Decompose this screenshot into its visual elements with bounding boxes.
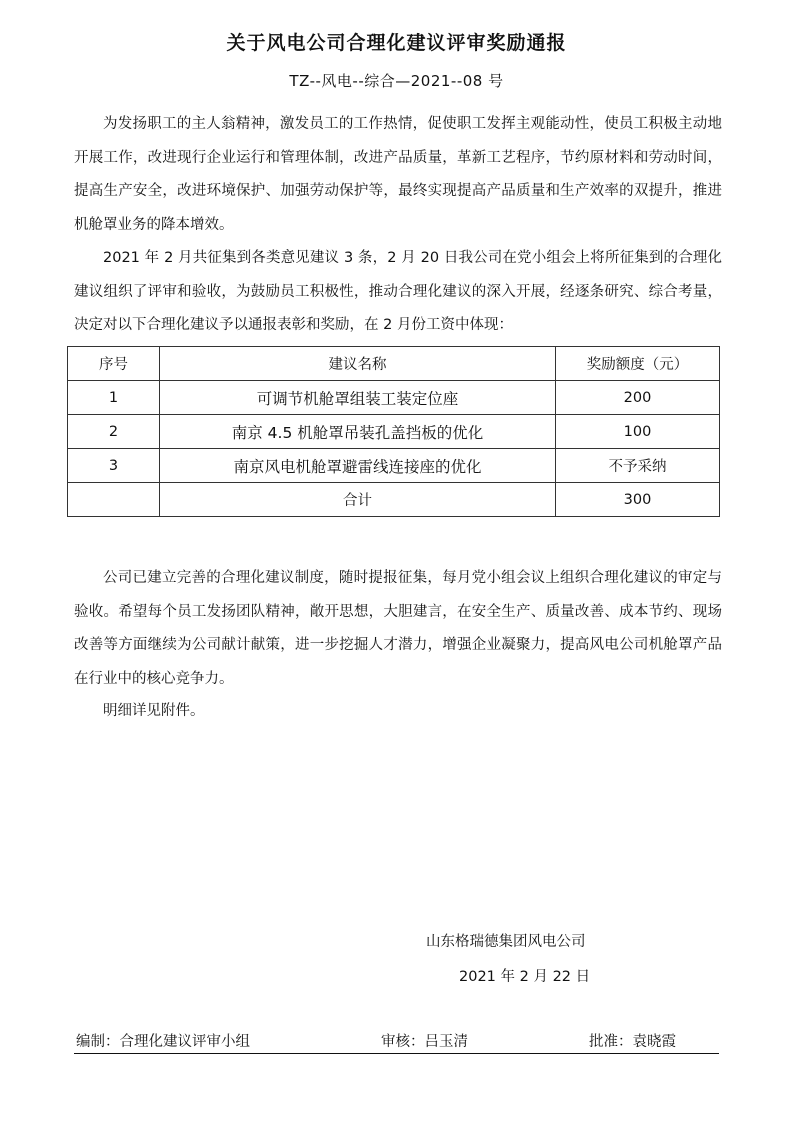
- row-no: 1: [68, 381, 160, 415]
- row-name: 南京 4.5 机舱罩吊装孔盖挡板的优化: [160, 415, 556, 449]
- row-amount: 100: [556, 415, 720, 449]
- table-row: [68, 381, 720, 415]
- row-name: 可调节机舱罩组装工装定位座: [160, 381, 556, 415]
- row-amount: 不予采纳: [556, 449, 720, 483]
- total-amount: 300: [556, 483, 720, 517]
- total-no-cell: [68, 483, 160, 517]
- paragraph-review: 2021 年 2 月共征集到各类意见建议 3 条，2 月 20 日我公司在党小组会上将所征集到的合理化建议组织了评审和验收，为鼓励员工积极性，推动合理化建议的深入开展，经逐条研究、综合考量，决定对以下合理化建议予以通报表彰和奖励，在 2 月份工资中体现：: [74, 250, 722, 333]
- row-no: 2: [68, 415, 160, 449]
- table-header-row: [68, 347, 720, 381]
- footer-divider: [74, 1053, 719, 1054]
- table-row: [68, 415, 720, 449]
- paragraph-purpose: 为发扬职工的主人翁精神，激发员工的工作热情，促使职工发挥主观能动性，使员工积极主动地开展工作，改进现行企业运行和管理体制，改进产品质量，革新工艺程序，节约原材料和劳动时间，提高生产安全，改进环境保护、加强劳动保护等，最终实现提高产品质量和生产效率的双提升，推进机舱罩业务的降本增效。: [74, 116, 722, 233]
- awards-table: [67, 346, 720, 517]
- total-label: 合计: [160, 483, 556, 517]
- paragraph-system: 公司已建立完善的合理化建议制度，随时提报征集，每月党小组会议上组织合理化建议的审定与验收。希望每个员工发扬团队精神，敞开思想，大胆建言，在安全生产、质量改善、成本节约、现场改善等方面继续为公司献计献策，进一步挖掘人才潜力，增强企业凝聚力，提高风电公司机舱罩产品在行业中的核心竞争力。: [74, 570, 722, 687]
- table-total-row: [68, 483, 720, 517]
- document-title: 关于风电公司合理化建议评审奖励通报: [226, 32, 567, 54]
- document-number: TZ--风电--综合—2021--08 号: [289, 72, 504, 90]
- footer-approved-by: 批准：袁晓霞: [589, 1034, 676, 1050]
- header-no: 序号: [68, 347, 160, 381]
- row-name: 南京风电机舱罩避雷线连接座的优化: [160, 449, 556, 483]
- header-amount: 奖励额度（元）: [556, 347, 720, 381]
- table-row: [68, 449, 720, 483]
- signature-organization: 山东格瑞德集团风电公司: [426, 934, 586, 950]
- header-name: 建议名称: [160, 347, 556, 381]
- footer-compiled-by: 编制：合理化建议评审小组: [76, 1034, 250, 1050]
- signature-date: 2021 年 2 月 22 日: [459, 969, 591, 985]
- row-amount: 200: [556, 381, 720, 415]
- footer-reviewed-by: 审核：吕玉清: [381, 1034, 468, 1050]
- paragraph-attachment: 明细详见附件。: [103, 703, 205, 719]
- row-no: 3: [68, 449, 160, 483]
